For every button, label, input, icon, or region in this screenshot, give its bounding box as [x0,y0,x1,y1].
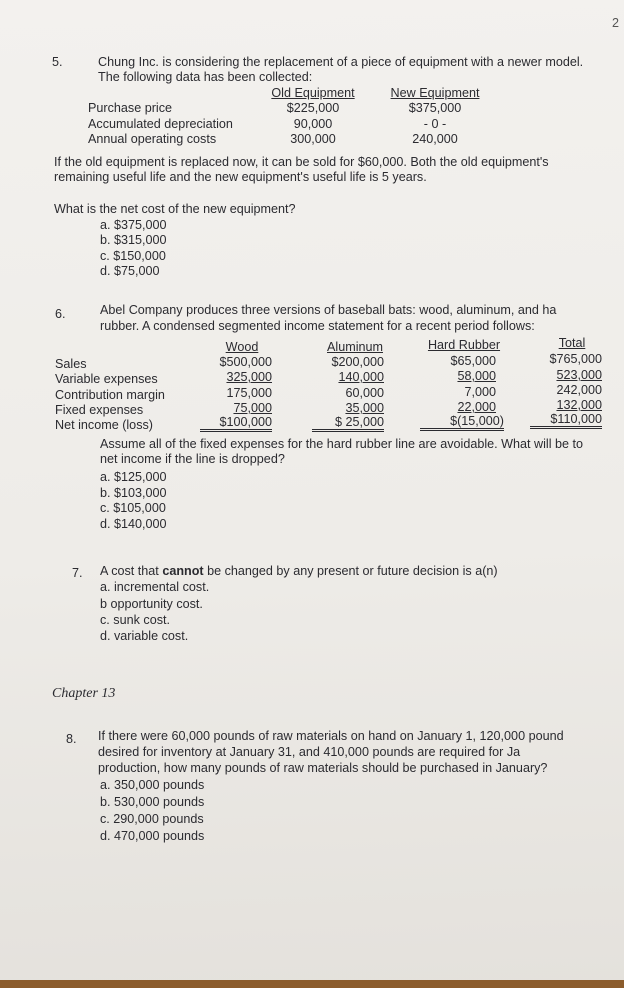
question-number: 6. [55,307,66,321]
cell-hard-rubber: 22,000 [457,400,496,414]
question-text: Chung Inc. is considering the replacement of a piece of equipment with a newer model. [98,55,584,69]
cell-wood: 175,000 [226,386,272,400]
cell-wood: $500,000 [219,355,272,369]
question-prompt: What is the net cost of the new equipment? [54,202,296,216]
column-header-wood: Wood [225,340,259,354]
answer-option-b[interactable]: b. $315,000 [100,233,167,247]
answer-option-d[interactable]: d. $140,000 [100,517,167,531]
question-prompt: net income if the line is dropped? [100,452,285,466]
note-text: If the old equipment is replaced now, it can be sold for $60,000. Both the old equipment's [54,155,549,169]
cell-total: $110,000 [530,413,602,429]
chapter-heading: Chapter 13 [52,686,116,701]
answer-option-a[interactable]: a. 350,000 pounds [100,778,205,792]
answer-option-d[interactable]: d. $75,000 [100,264,160,278]
column-header-hard-rubber: Hard Rubber [427,338,501,352]
column-header-total: Total [558,336,586,350]
answer-option-d[interactable]: d. 470,000 pounds [100,829,205,843]
answer-option-c[interactable]: c. $150,000 [100,249,166,263]
cell-aluminum: $ 25,000 [312,416,384,432]
note-text: remaining useful life and the new equipment's useful life is 5 years. [54,170,427,184]
question-text: production, how many pounds of raw materials should be purchased in January? [98,761,548,775]
cell-new: $375,000 [408,101,462,115]
answer-option-a[interactable]: a. incremental cost. [100,580,210,594]
emphasis-text: cannot [162,564,204,578]
cell-hard-rubber: $65,000 [450,354,496,368]
cell-total: 523,000 [556,368,602,382]
question-number: 7. [72,566,83,580]
answer-option-a[interactable]: a. $375,000 [100,218,167,232]
row-label: Accumulated depreciation [88,117,233,131]
cell-old: 90,000 [293,117,333,131]
row-label: Fixed expenses [55,403,144,417]
row-label: Sales [55,357,87,371]
question-text: Abel Company produces three versions of baseball bats: wood, aluminum, and ha [100,303,557,317]
cell-total: 132,000 [556,398,602,412]
answer-option-c[interactable]: c. sunk cost. [100,613,170,627]
cell-wood: $100,000 [200,416,272,432]
question-prompt: Assume all of the fixed expenses for the hard rubber line are avoidable. What will be to [100,437,584,451]
answer-option-b[interactable]: b. 530,000 pounds [100,795,205,809]
row-label: Annual operating costs [88,132,217,146]
cell-total: $765,000 [549,352,602,366]
row-label: Variable expenses [55,372,158,386]
cell-new: 240,000 [412,132,458,146]
row-label: Purchase price [88,101,172,115]
answer-option-b[interactable]: b opportunity cost. [100,597,203,611]
column-header-old: Old Equipment [271,86,355,100]
cell-aluminum: $200,000 [331,355,384,369]
cell-total: 242,000 [556,383,602,397]
cell-wood: 75,000 [233,401,272,415]
question-text: desired for inventory at January 31, and 410,000 pounds are required for Ja [98,745,521,759]
question-text: If there were 60,000 pounds of raw materials on hand on January 1, 120,000 pound [98,729,564,743]
question-text: A cost that cannot be changed by any present or future decision is a(n) [100,564,498,578]
page-number: 2 [612,16,620,30]
answer-option-a[interactable]: a. $125,000 [100,470,167,484]
answer-option-b[interactable]: b. $103,000 [100,486,167,500]
cell-hard-rubber: 58,000 [457,369,496,383]
cell-new: - 0 - [423,117,447,131]
answer-option-c[interactable]: c. $105,000 [100,501,166,515]
answer-option-c[interactable]: c. 290,000 pounds [100,812,204,826]
column-header-aluminum: Aluminum [327,340,383,354]
question-number: 8. [66,732,77,746]
answer-option-d[interactable]: d. variable cost. [100,629,189,643]
cell-aluminum: 60,000 [345,386,384,400]
cell-wood: 325,000 [226,370,272,384]
cell-hard-rubber: $(15,000) [420,415,504,431]
cell-aluminum: 35,000 [345,401,384,415]
question-number: 5. [52,55,63,69]
column-header-new: New Equipment [390,86,480,100]
row-label: Contribution margin [55,388,165,402]
question-text: The following data has been collected: [98,70,313,84]
question-text: rubber. A condensed segmented income statement for a recent period follows: [100,319,535,333]
cell-aluminum: 140,000 [338,370,384,384]
cell-old: $225,000 [286,101,340,115]
desk-edge [0,980,624,988]
cell-old: 300,000 [290,132,336,146]
cell-hard-rubber: 7,000 [464,385,496,399]
row-label: Net income (loss) [55,418,153,432]
